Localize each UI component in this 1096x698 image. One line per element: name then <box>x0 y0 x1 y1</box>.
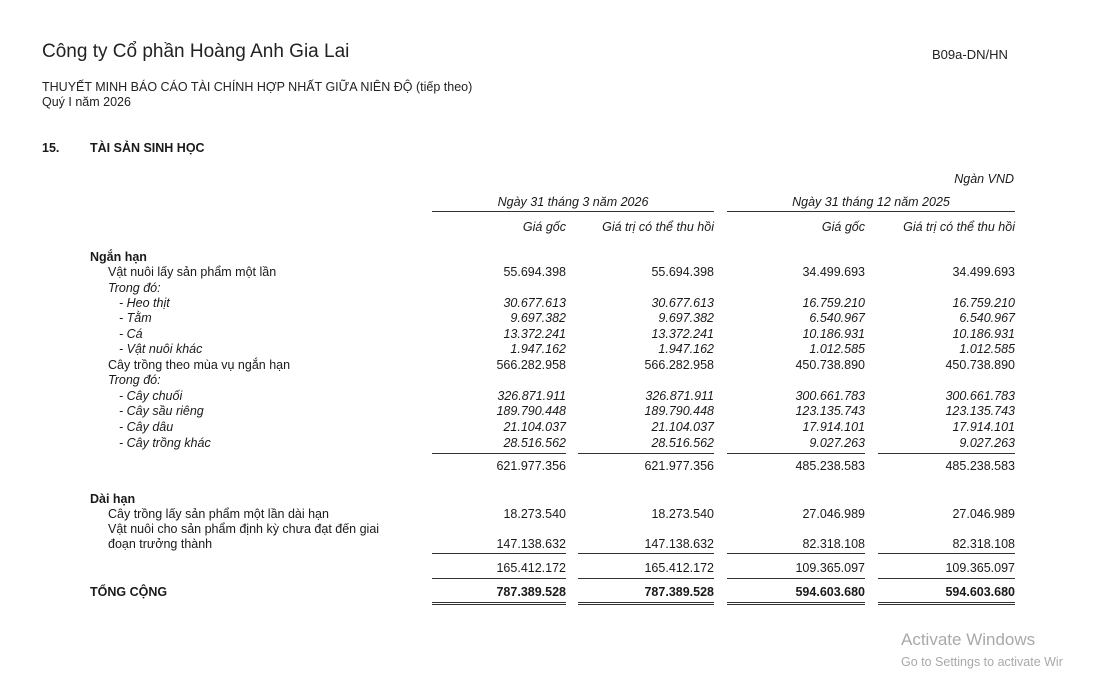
cell-value: 16.759.210 <box>952 296 1015 310</box>
table-row <box>0 522 1096 538</box>
column-header-cost-prior: Giá gốc <box>821 220 865 234</box>
cell-value: 27.046.989 <box>952 507 1015 521</box>
cell-value: 165.412.172 <box>644 561 714 575</box>
table-row <box>0 281 1096 297</box>
total-double-rule <box>432 602 566 605</box>
cell-value: 6.540.967 <box>959 311 1015 325</box>
subtotal-rule <box>727 453 865 454</box>
section-number: 15. <box>42 141 60 155</box>
cell-value: 300.661.783 <box>795 389 865 403</box>
total-double-rule <box>727 602 865 605</box>
row-label-long-term: Dài hạn <box>90 492 136 506</box>
row-label: - Tằm <box>119 311 152 325</box>
report-period: Quý I năm 2026 <box>42 95 131 109</box>
cell-value: 485.238.583 <box>795 459 865 473</box>
cell-value: 326.871.911 <box>497 389 566 403</box>
table-row <box>0 265 1096 281</box>
row-label: - Cây chuối <box>119 389 183 403</box>
column-header-recoverable-prior: Giá trị có thể thu hồi <box>903 220 1015 234</box>
cell-value: 21.104.037 <box>651 420 714 434</box>
period-header-prior: Ngày 31 tháng 12 năm 2025 <box>792 195 950 209</box>
row-label: Trong đó: <box>108 281 161 295</box>
cell-value: 9.027.263 <box>959 436 1015 450</box>
table-row <box>0 342 1096 358</box>
cell-value: 30.677.613 <box>651 296 714 310</box>
cell-value: 82.318.108 <box>952 537 1015 551</box>
cell-value: 55.694.398 <box>503 265 566 279</box>
cell-value: 18.273.540 <box>651 507 714 521</box>
table-row <box>0 327 1096 343</box>
cell-value: 28.516.562 <box>503 436 566 450</box>
cell-value: 6.540.967 <box>809 311 865 325</box>
table-row <box>0 507 1096 523</box>
row-label: Trong đó: <box>108 373 161 387</box>
total-double-rule <box>878 602 1015 605</box>
cell-value: 147.138.632 <box>496 537 566 551</box>
period-underline <box>727 211 1015 212</box>
row-label-short-term: Ngắn hạn <box>90 250 147 264</box>
row-label: Cây trồng theo mùa vụ ngắn hạn <box>108 358 291 372</box>
subtotal-rule <box>578 453 714 454</box>
row-label: - Cây sầu riêng <box>119 404 204 418</box>
total-double-rule <box>578 602 714 605</box>
cell-value: 621.977.356 <box>496 459 566 473</box>
subtotal-rule <box>878 453 1015 454</box>
cell-value: 13.372.241 <box>503 327 566 341</box>
column-header-recoverable-current: Giá trị có thể thu hồi <box>602 220 714 234</box>
row-label: - Cây trồng khác <box>119 436 211 450</box>
cell-value: 34.499.693 <box>802 265 865 279</box>
total-rule <box>578 578 714 579</box>
column-header-cost-current: Giá gốc <box>522 220 566 234</box>
cell-value: 55.694.398 <box>651 265 714 279</box>
cell-value: 787.389.528 <box>644 585 714 599</box>
cell-value: 594.603.680 <box>945 585 1015 599</box>
cell-value: 621.977.356 <box>644 459 714 473</box>
row-label: - Cây dâu <box>119 420 174 434</box>
subtotal-rule <box>432 453 566 454</box>
row-label: - Heo thịt <box>119 296 170 310</box>
table-row <box>0 436 1096 452</box>
row-label-grand-total: TỔNG CỘNG <box>90 585 168 599</box>
currency-unit: Ngàn VND <box>954 172 1014 186</box>
cell-value: 787.389.528 <box>496 585 566 599</box>
section-title: TÀI SẢN SINH HỌC <box>90 141 205 155</box>
cell-value: 1.012.585 <box>959 342 1015 356</box>
form-code: B09a-DN/HN <box>932 47 1008 62</box>
table-row <box>0 311 1096 327</box>
cell-value: 1.947.162 <box>658 342 714 356</box>
table-row <box>0 373 1096 389</box>
cell-value: 165.412.172 <box>496 561 566 575</box>
cell-value: 34.499.693 <box>952 265 1015 279</box>
row-label: đoạn trưởng thành <box>108 537 213 551</box>
subtotal-row <box>0 561 1096 577</box>
cell-value: 594.603.680 <box>795 585 865 599</box>
total-rule <box>727 578 865 579</box>
table-row <box>0 296 1096 312</box>
total-rule <box>432 578 566 579</box>
cell-value: 21.104.037 <box>503 420 566 434</box>
company-name: Công ty Cổ phần Hoàng Anh Gia Lai <box>42 41 350 62</box>
cell-value: 1.012.585 <box>809 342 865 356</box>
subtotal-rule <box>727 553 865 554</box>
row-label: Vật nuôi lấy sản phẩm một lần <box>108 265 277 279</box>
cell-value: 450.738.890 <box>945 358 1015 372</box>
cell-value: 189.790.448 <box>496 404 566 418</box>
period-header-current: Ngày 31 tháng 3 năm 2026 <box>497 195 649 209</box>
table-row <box>0 537 1096 553</box>
cell-value: 10.186.931 <box>952 327 1015 341</box>
cell-value: 9.697.382 <box>510 311 566 325</box>
cell-value: 189.790.448 <box>644 404 714 418</box>
activate-windows-title: Activate Windows <box>901 630 1036 649</box>
cell-value: 566.282.958 <box>496 358 566 372</box>
cell-value: 10.186.931 <box>802 327 865 341</box>
cell-value: 450.738.890 <box>795 358 865 372</box>
cell-value: 17.914.101 <box>952 420 1015 434</box>
subtotal-rule <box>432 553 566 554</box>
cell-value: 27.046.989 <box>802 507 865 521</box>
cell-value: 17.914.101 <box>802 420 865 434</box>
subtotal-rule <box>878 553 1015 554</box>
cell-value: 1.947.162 <box>510 342 566 356</box>
cell-value: 300.661.783 <box>945 389 1015 403</box>
cell-value: 13.372.241 <box>651 327 714 341</box>
cell-value: 326.871.911 <box>645 389 714 403</box>
activate-windows-link[interactable]: Go to Settings to activate Wir <box>901 655 1063 669</box>
cell-value: 28.516.562 <box>651 436 714 450</box>
cell-value: 123.135.743 <box>795 404 865 418</box>
total-rule <box>878 578 1015 579</box>
cell-value: 30.677.613 <box>503 296 566 310</box>
total-row <box>0 585 1096 601</box>
table-row <box>0 420 1096 436</box>
subtotal-row <box>0 459 1096 475</box>
table-row <box>0 492 1096 508</box>
cell-value: 16.759.210 <box>802 296 865 310</box>
cell-value: 109.365.097 <box>945 561 1015 575</box>
cell-value: 123.135.743 <box>945 404 1015 418</box>
table-row <box>0 358 1096 374</box>
subtotal-rule <box>578 553 714 554</box>
cell-value: 147.138.632 <box>644 537 714 551</box>
cell-value: 9.697.382 <box>658 311 714 325</box>
table-row <box>0 389 1096 405</box>
row-label: Cây trồng lấy sản phẩm một lần dài hạn <box>108 507 329 521</box>
table-row <box>0 250 1096 266</box>
row-label: - Vật nuôi khác <box>119 342 203 356</box>
row-label: Vật nuôi cho sản phẩm định kỳ chưa đạt đến giai <box>108 522 380 536</box>
row-label: - Cá <box>119 327 143 341</box>
cell-value: 485.238.583 <box>945 459 1015 473</box>
cell-value: 9.027.263 <box>809 436 865 450</box>
table-row <box>0 404 1096 420</box>
cell-value: 82.318.108 <box>802 537 865 551</box>
cell-value: 18.273.540 <box>503 507 566 521</box>
cell-value: 566.282.958 <box>644 358 714 372</box>
period-underline <box>432 211 714 212</box>
document-title: THUYẾT MINH BÁO CÁO TÀI CHÍNH HỢP NHẤT GIỮA NIÊN ĐỘ (tiếp theo) <box>42 80 473 94</box>
cell-value: 109.365.097 <box>795 561 865 575</box>
